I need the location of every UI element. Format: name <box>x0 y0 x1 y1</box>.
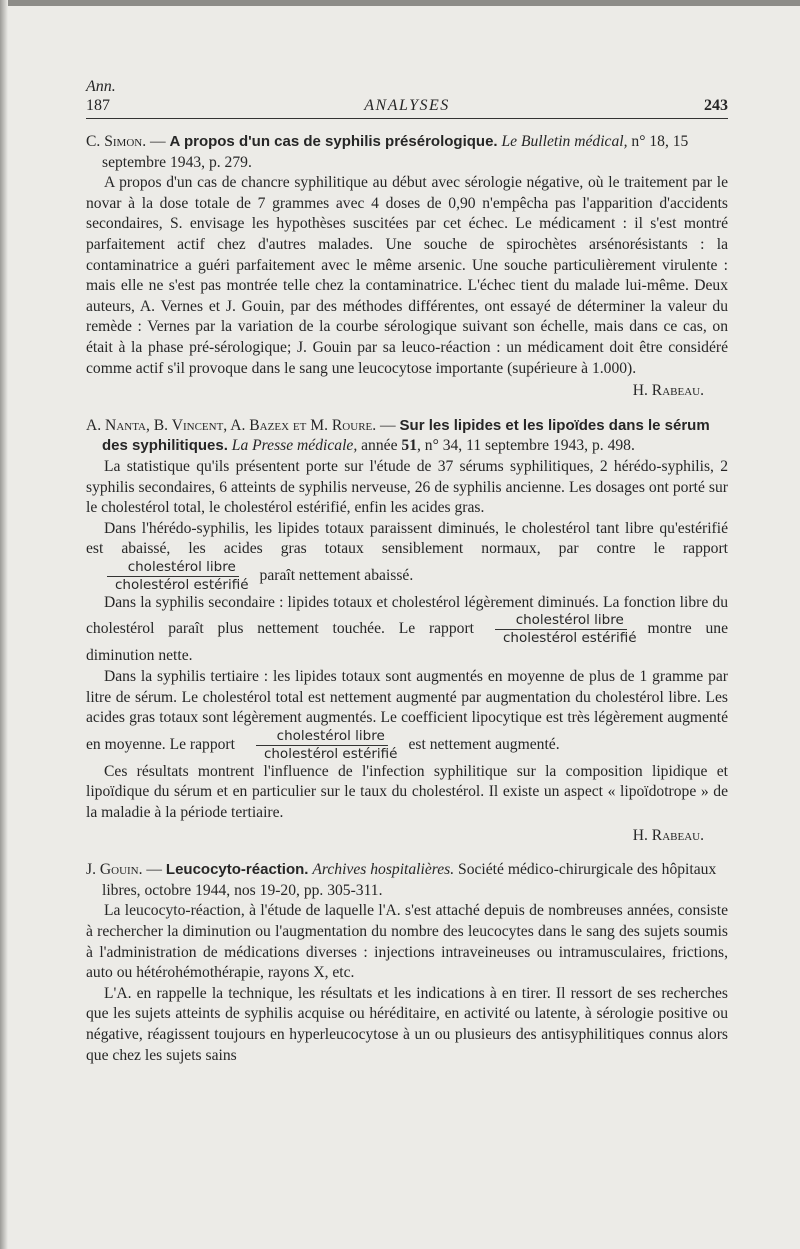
fraction-numerator: cholestérol libre <box>256 729 388 746</box>
fraction-numerator: cholestérol libre <box>495 613 627 630</box>
entry-paragraph: A propos d'un cas de chancre syphilitique au début avec sérologie négative, où le traitement par le novar à la dose totale de 7 grammes avec 4 doses de 0,90 n'empêcha pas l'apparition d'accidents secondaires, S. envisage les hypothèses suscitées par cet échec. Le médicament : il s'est montré parfaitement actif chez d'autres malades. Une souche de spirochètes arsénorésistants : la contaminatrice a guéri parfaitement avec le même arsenic. Une souche particulièrement virulente : mais elle ne s'est pas montrée telle chez la contaminatrice. L'échec tient du malade lui-même. Deux auteurs, A. Vernes et J. Gouin, par des méthodes différentes, ont essayé de déterminer la valeur du remède : Vernes par la variation de la courbe sérologique suivant son échelle, mais dans ce cas, on était à la phase pré-sérologique; J. Gouin par sa leuco-réaction : un médicament doit être considéré comme actif s'il provoque dans le sang une leucocytose importante (supérieure à 1.000). <box>86 174 728 377</box>
paragraph-text: est nettement augmenté. <box>408 735 560 753</box>
entry-ref: Société médico-chirurgicale des hôpitaux libres, octobre 1944, nos 19-20, pp. 305-311. <box>102 861 717 899</box>
citation-dash: — <box>376 416 400 434</box>
cholesterol-ratio-fraction <box>94 560 252 593</box>
fraction-denominator: cholestérol estérifié <box>502 630 637 647</box>
abstract-entry <box>86 860 728 1066</box>
citation-dash: — <box>142 861 166 879</box>
fraction-denominator: cholestérol estérifié <box>263 745 398 762</box>
entry-authors: C. Simon. <box>86 133 147 150</box>
entry-year-number: 51 <box>401 437 417 455</box>
page-content <box>86 78 728 1066</box>
entry-paragraph <box>86 667 728 762</box>
abstract-entry <box>86 416 728 847</box>
entry-title: Leucocyto-réaction. <box>165 861 309 879</box>
paragraph-text: paraît nettement abaissé. <box>259 566 414 584</box>
abstract-entry <box>86 132 728 402</box>
fraction-denominator: cholestérol estérifié <box>115 576 249 593</box>
scan-edge-left <box>0 0 8 1249</box>
entry-signature: H. Rabeau. <box>632 382 704 400</box>
entry-source: Le Bulletin médical, <box>501 133 628 150</box>
entry-citation <box>86 416 728 457</box>
entry-title: A propos d'un cas de syphilis présérologique. <box>169 133 498 150</box>
volume-number: 187 <box>86 97 110 114</box>
paragraph-text: Dans la syphilis tertiaire : les lipides totaux sont augmentés en moyenne de plus de 1 gramme par litre de sérum. Le cholestérol total est nettement augmenté par augmentation du cholestérol libre. Les acides gras totaux sont légèrement augmentés. Le coefficient lipocytique est très légèrement augmenté en moyenne. Le rapport <box>86 668 728 753</box>
entry-paragraph <box>86 593 728 667</box>
entry-paragraph <box>86 519 728 593</box>
paragraph-text: Dans l'hérédo-syphilis, les lipides totaux paraissent diminués, le cholestérol tant libre qu'estérifié est abaissé, les acides gras totaux sensiblement normaux, par contre le rapport <box>86 519 728 558</box>
entry-authors: J. Gouin. <box>86 861 143 879</box>
entry-paragraph: La statistique qu'ils présentent porte sur l'étude de 37 sérums syphilitiques, 2 hérédo-syphilis, 2 syphilis secondaires, 6 atteints de syphilis nerveuse, 26 de syphilis ancienne. Les dosages ont porté sur le cholestérol total, le cholestérol estérifié, enfin les acides gras. <box>86 457 728 517</box>
fraction-numerator: cholestérol libre <box>107 560 239 577</box>
journal-abbrev: Ann. <box>86 78 116 95</box>
citation-dash: — <box>146 133 170 150</box>
entry-citation <box>86 132 728 173</box>
cholesterol-ratio-fraction <box>482 613 640 646</box>
running-header <box>86 96 728 116</box>
entry-source: La Presse médicale, <box>231 437 358 455</box>
scan-edge-top <box>0 0 800 6</box>
cholesterol-ratio-fraction <box>243 729 401 762</box>
entry-ref: n° 18, 15 septembre 1943, p. 279. <box>102 133 689 171</box>
paragraph-text: Dans la syphilis secondaire : lipides totaux et cholestérol légèrement diminués. La fonction libre du cholestérol paraît plus nettement touchée. Le rapport <box>86 593 728 638</box>
entry-paragraph: La leucocyto-réaction, à l'étude de laquelle l'A. s'est attaché depuis de nombreuses années, consiste à rechercher la diminution ou l'augmentation du nombre des leucocytes dans le sang des sujets soumis à l'administration de médications diverses : injections intraveineuses ou intramusculaires, frictions, auto ou hétérohémothérapie, rayons X, etc. <box>86 902 728 982</box>
entry-signature: H. Rabeau. <box>632 826 704 844</box>
section-title: ANALYSES <box>364 97 450 114</box>
entry-authors: A. Nanta, B. Vincent, A. Bazex et M. Roure. <box>86 416 377 434</box>
page-number: 243 <box>704 97 728 114</box>
entry-citation <box>86 860 728 901</box>
entry-ref: , n° 34, 11 septembre 1943, p. 498. <box>416 437 635 455</box>
entry-ref-prefix: année <box>357 437 402 455</box>
entry-title: Sur les lipides et les lipoïdes dans le sérum des syphilitiques. <box>102 416 710 455</box>
entry-paragraph: Ces résultats montrent l'influence de l'infection syphilitique sur la composition lipidique et lipoïdique du sérum et en particulier sur le taux du cholestérol. Il existe un aspect « lipoïdotrope » de la maladie à la période tertiaire. <box>86 762 728 822</box>
entry-source: Archives hospitalières. <box>312 861 455 879</box>
entry-paragraph: L'A. en rappelle la technique, les résultats et les indications à en tirer. Il ressort de ses recherches que les sujets atteints de syphilis acquise ou héréditaire, en activité ou latente, à sérologie positive ou négative, réagissent toujours en hyperleucocytose à un ou plusieurs des antisyphilitiques connus alors que chez les sujets sains <box>86 984 728 1064</box>
header-rule <box>86 118 728 119</box>
paragraph-text: montre une diminution nette. <box>86 620 728 665</box>
